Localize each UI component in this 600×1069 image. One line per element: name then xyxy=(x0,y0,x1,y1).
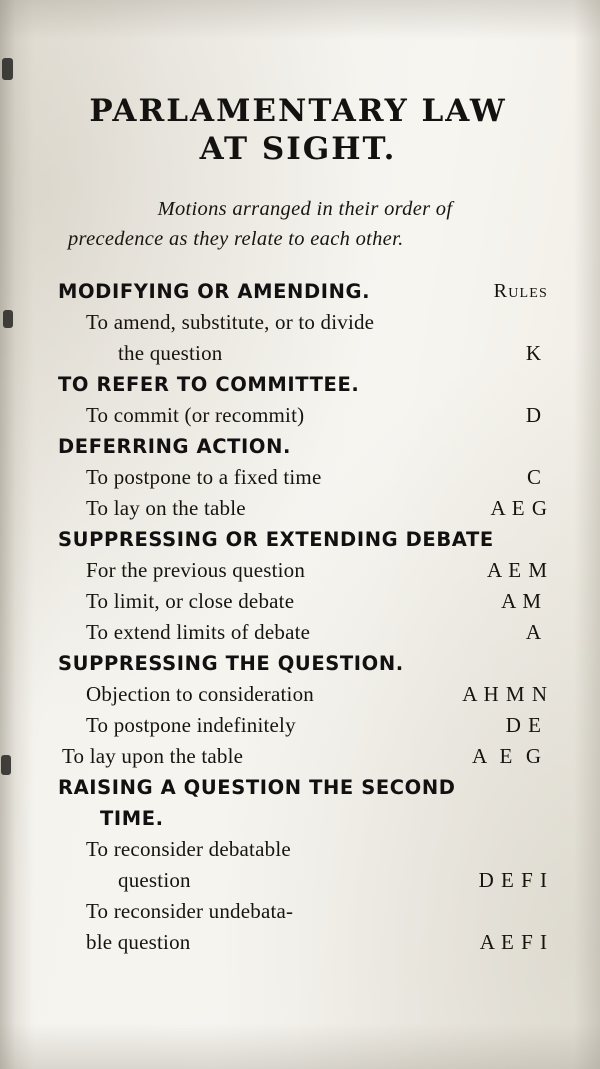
motion-row xyxy=(58,617,548,648)
motion-row xyxy=(58,679,548,710)
motion-text: To reconsider debatable xyxy=(86,837,291,861)
section-heading-text: DEFERRING ACTION. xyxy=(58,435,292,458)
section-heading-text: TIME. xyxy=(100,807,164,830)
motion-rule-codes: D E xyxy=(505,713,542,737)
section-heading-continued xyxy=(58,803,548,834)
section-heading-text: MODIFYING OR AMENDING. xyxy=(58,280,371,303)
motion-text: To reconsider undebata- xyxy=(86,899,294,923)
motion-text: To extend limits of debate xyxy=(86,620,311,644)
motion-rule-codes: C xyxy=(526,465,542,489)
motion-text: To postpone indefinitely xyxy=(86,713,296,737)
motion-row xyxy=(58,555,548,586)
section-heading-text: TO REFER TO COMMITTEE. xyxy=(58,373,360,396)
section-heading xyxy=(58,648,548,679)
motion-text: To limit, or close debate xyxy=(86,589,295,613)
section-heading xyxy=(58,772,548,803)
section-heading xyxy=(58,369,548,400)
motion-rule-codes: D E F I xyxy=(478,868,548,892)
rules-column-header: Rules xyxy=(493,280,548,302)
section-heading-text: RAISING A QUESTION THE SECOND xyxy=(58,776,456,799)
motion-list xyxy=(58,276,548,958)
page-right-edge-shadow xyxy=(574,0,600,1069)
motion-text: To commit (or recommit) xyxy=(86,403,305,427)
motion-rule-codes: A xyxy=(525,620,542,644)
motion-row xyxy=(58,338,548,369)
motion-row xyxy=(58,865,548,896)
page-title-line-1: PARLAMENTARY LAW xyxy=(89,93,507,129)
motion-row xyxy=(58,462,548,493)
binding-hole-icon xyxy=(3,310,13,328)
motion-row xyxy=(58,710,548,741)
section-heading xyxy=(58,276,548,307)
page-top-shadow xyxy=(0,0,600,40)
motion-text: question xyxy=(118,868,191,892)
motion-row xyxy=(58,400,548,431)
motion-row xyxy=(58,741,548,772)
motion-row xyxy=(58,896,548,927)
motion-rule-codes: A E F I xyxy=(479,930,548,954)
subtitle-line-2: precedence as they relate to each other. xyxy=(68,228,404,250)
motion-row xyxy=(58,834,548,865)
subtitle-line-1: Motions arranged in their order of xyxy=(157,198,453,220)
binding-hole-icon xyxy=(1,755,11,775)
motion-row xyxy=(58,927,548,958)
motion-text: ble question xyxy=(86,930,191,954)
motion-rule-codes: A E M xyxy=(486,558,548,582)
page-left-edge-shadow xyxy=(0,0,34,1069)
motion-rule-codes: A M xyxy=(501,589,542,613)
page-title-line-2: AT SIGHT. xyxy=(199,131,397,167)
motion-row xyxy=(58,307,548,338)
motion-text: Objection to consideration xyxy=(86,682,314,706)
page-content xyxy=(58,92,548,958)
section-heading xyxy=(58,431,548,462)
motion-row xyxy=(58,493,548,524)
page-subtitle xyxy=(58,194,548,254)
motion-text: To lay on the table xyxy=(86,496,246,520)
motion-rule-codes: D xyxy=(525,403,542,427)
section-heading xyxy=(58,524,548,555)
motion-rule-codes: K xyxy=(525,341,542,365)
motion-text: For the previous question xyxy=(86,558,306,582)
motion-text: To lay upon the table xyxy=(62,744,244,768)
motion-text: To amend, substitute, or to divide xyxy=(86,310,375,334)
motion-row xyxy=(58,586,548,617)
motion-rule-codes: A E G xyxy=(490,496,548,520)
section-heading-text: SUPPRESSING OR EXTENDING DEBATE xyxy=(58,528,494,551)
motion-rule-codes: A E G xyxy=(472,744,542,768)
page-bottom-shadow xyxy=(0,1023,600,1069)
motion-text: To postpone to a fixed time xyxy=(86,465,322,489)
section-heading-text: SUPPRESSING THE QUESTION. xyxy=(58,652,404,675)
motion-text: the question xyxy=(118,341,223,365)
binding-hole-icon xyxy=(2,58,13,80)
motion-rule-codes: A H M N xyxy=(462,682,548,706)
